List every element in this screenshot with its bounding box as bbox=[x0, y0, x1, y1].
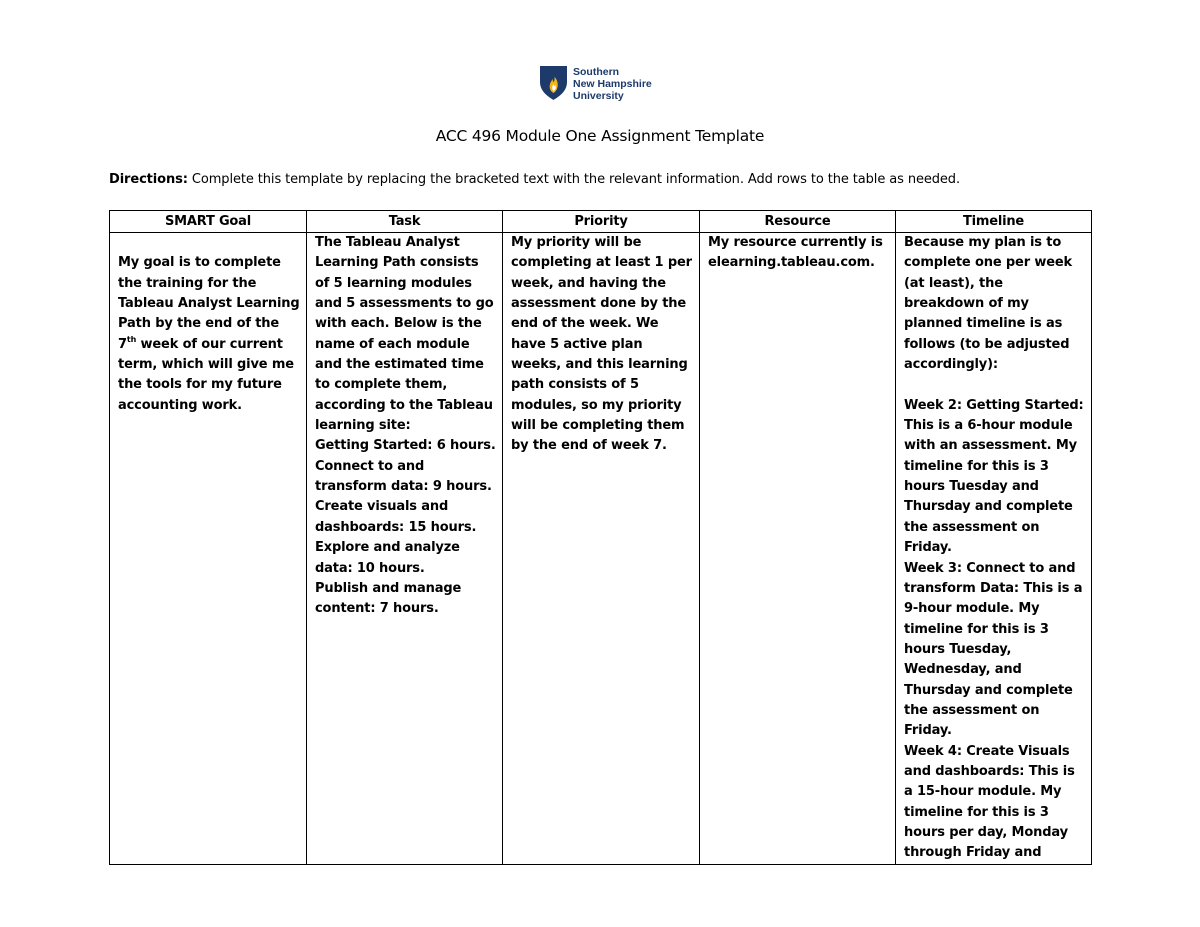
goal-text-before: My goal is to complete the training for the Tableau Analyst Learning Path by the end of the 7 bbox=[118, 255, 300, 352]
table-header-row bbox=[110, 211, 1092, 233]
header-resource: Resource bbox=[700, 211, 896, 233]
goal-text-after: week of our current term, which will give me the tools for my future accounting work. bbox=[118, 336, 294, 413]
logo-wordmark bbox=[573, 66, 652, 102]
shield-flame-icon bbox=[540, 66, 567, 100]
cell-timeline: Because my plan is to complete one per week (at least), the breakdown of my planned timeline is as follows (to be adjusted accordingly): Week 2: Getting Started: This is a 6-hour module with an assessment. My timeline for this is 3 hours Tuesday and Thursday and complete the assessment on Friday. Week 3: Connect to and transform Data: This is a 9-hour module. My timeline for this is 3 hours Tuesday, Wednesday, and Thursday and complete the assessment on Friday. Week 4: Create Visuals and dashboards: This is a 15-hour module. My timeline for this is 3 hours per day, Monday through Friday and bbox=[896, 233, 1092, 865]
header-task: Task bbox=[307, 211, 503, 233]
goal-superscript: th bbox=[126, 334, 137, 344]
assignment-table bbox=[109, 210, 1092, 865]
header-smart-goal: SMART Goal bbox=[110, 211, 307, 233]
directions-text: Complete this template by replacing the bracketed text with the relevant information. Add rows to the table as needed. bbox=[187, 172, 960, 187]
header-priority: Priority bbox=[503, 211, 700, 233]
university-logo bbox=[540, 66, 652, 102]
directions-label: Directions: bbox=[109, 172, 188, 187]
page-title: ACC 496 Module One Assignment Template bbox=[435, 127, 765, 145]
table-row bbox=[110, 233, 1092, 865]
cell-resource: My resource currently is elearning.tableau.com. bbox=[700, 233, 896, 865]
directions-paragraph bbox=[109, 172, 960, 187]
cell-smart-goal bbox=[110, 233, 307, 865]
logo-line-1: Southern bbox=[573, 66, 620, 78]
logo-line-3: University bbox=[573, 90, 624, 102]
cell-priority: My priority will be completing at least 1 per week, and having the assessment done by the end of the week. We have 5 active plan weeks, and this learning path consists of 5 modules, so my priority will be completing them by the end of week 7. bbox=[503, 233, 700, 865]
cell-task: The Tableau Analyst Learning Path consists of 5 learning modules and 5 assessments to go with each. Below is the name of each module and the estimated time to complete them, according to the Tableau learning site: Getting Started: 6 hours. Connect to and transform data: 9 hours. Create visuals and dashboards: 15 hours. Explore and analyze data: 10 hours. Publish and manage content: 7 hours. bbox=[307, 233, 503, 865]
logo-line-2: New Hampshire bbox=[573, 78, 652, 90]
header-timeline: Timeline bbox=[896, 211, 1092, 233]
